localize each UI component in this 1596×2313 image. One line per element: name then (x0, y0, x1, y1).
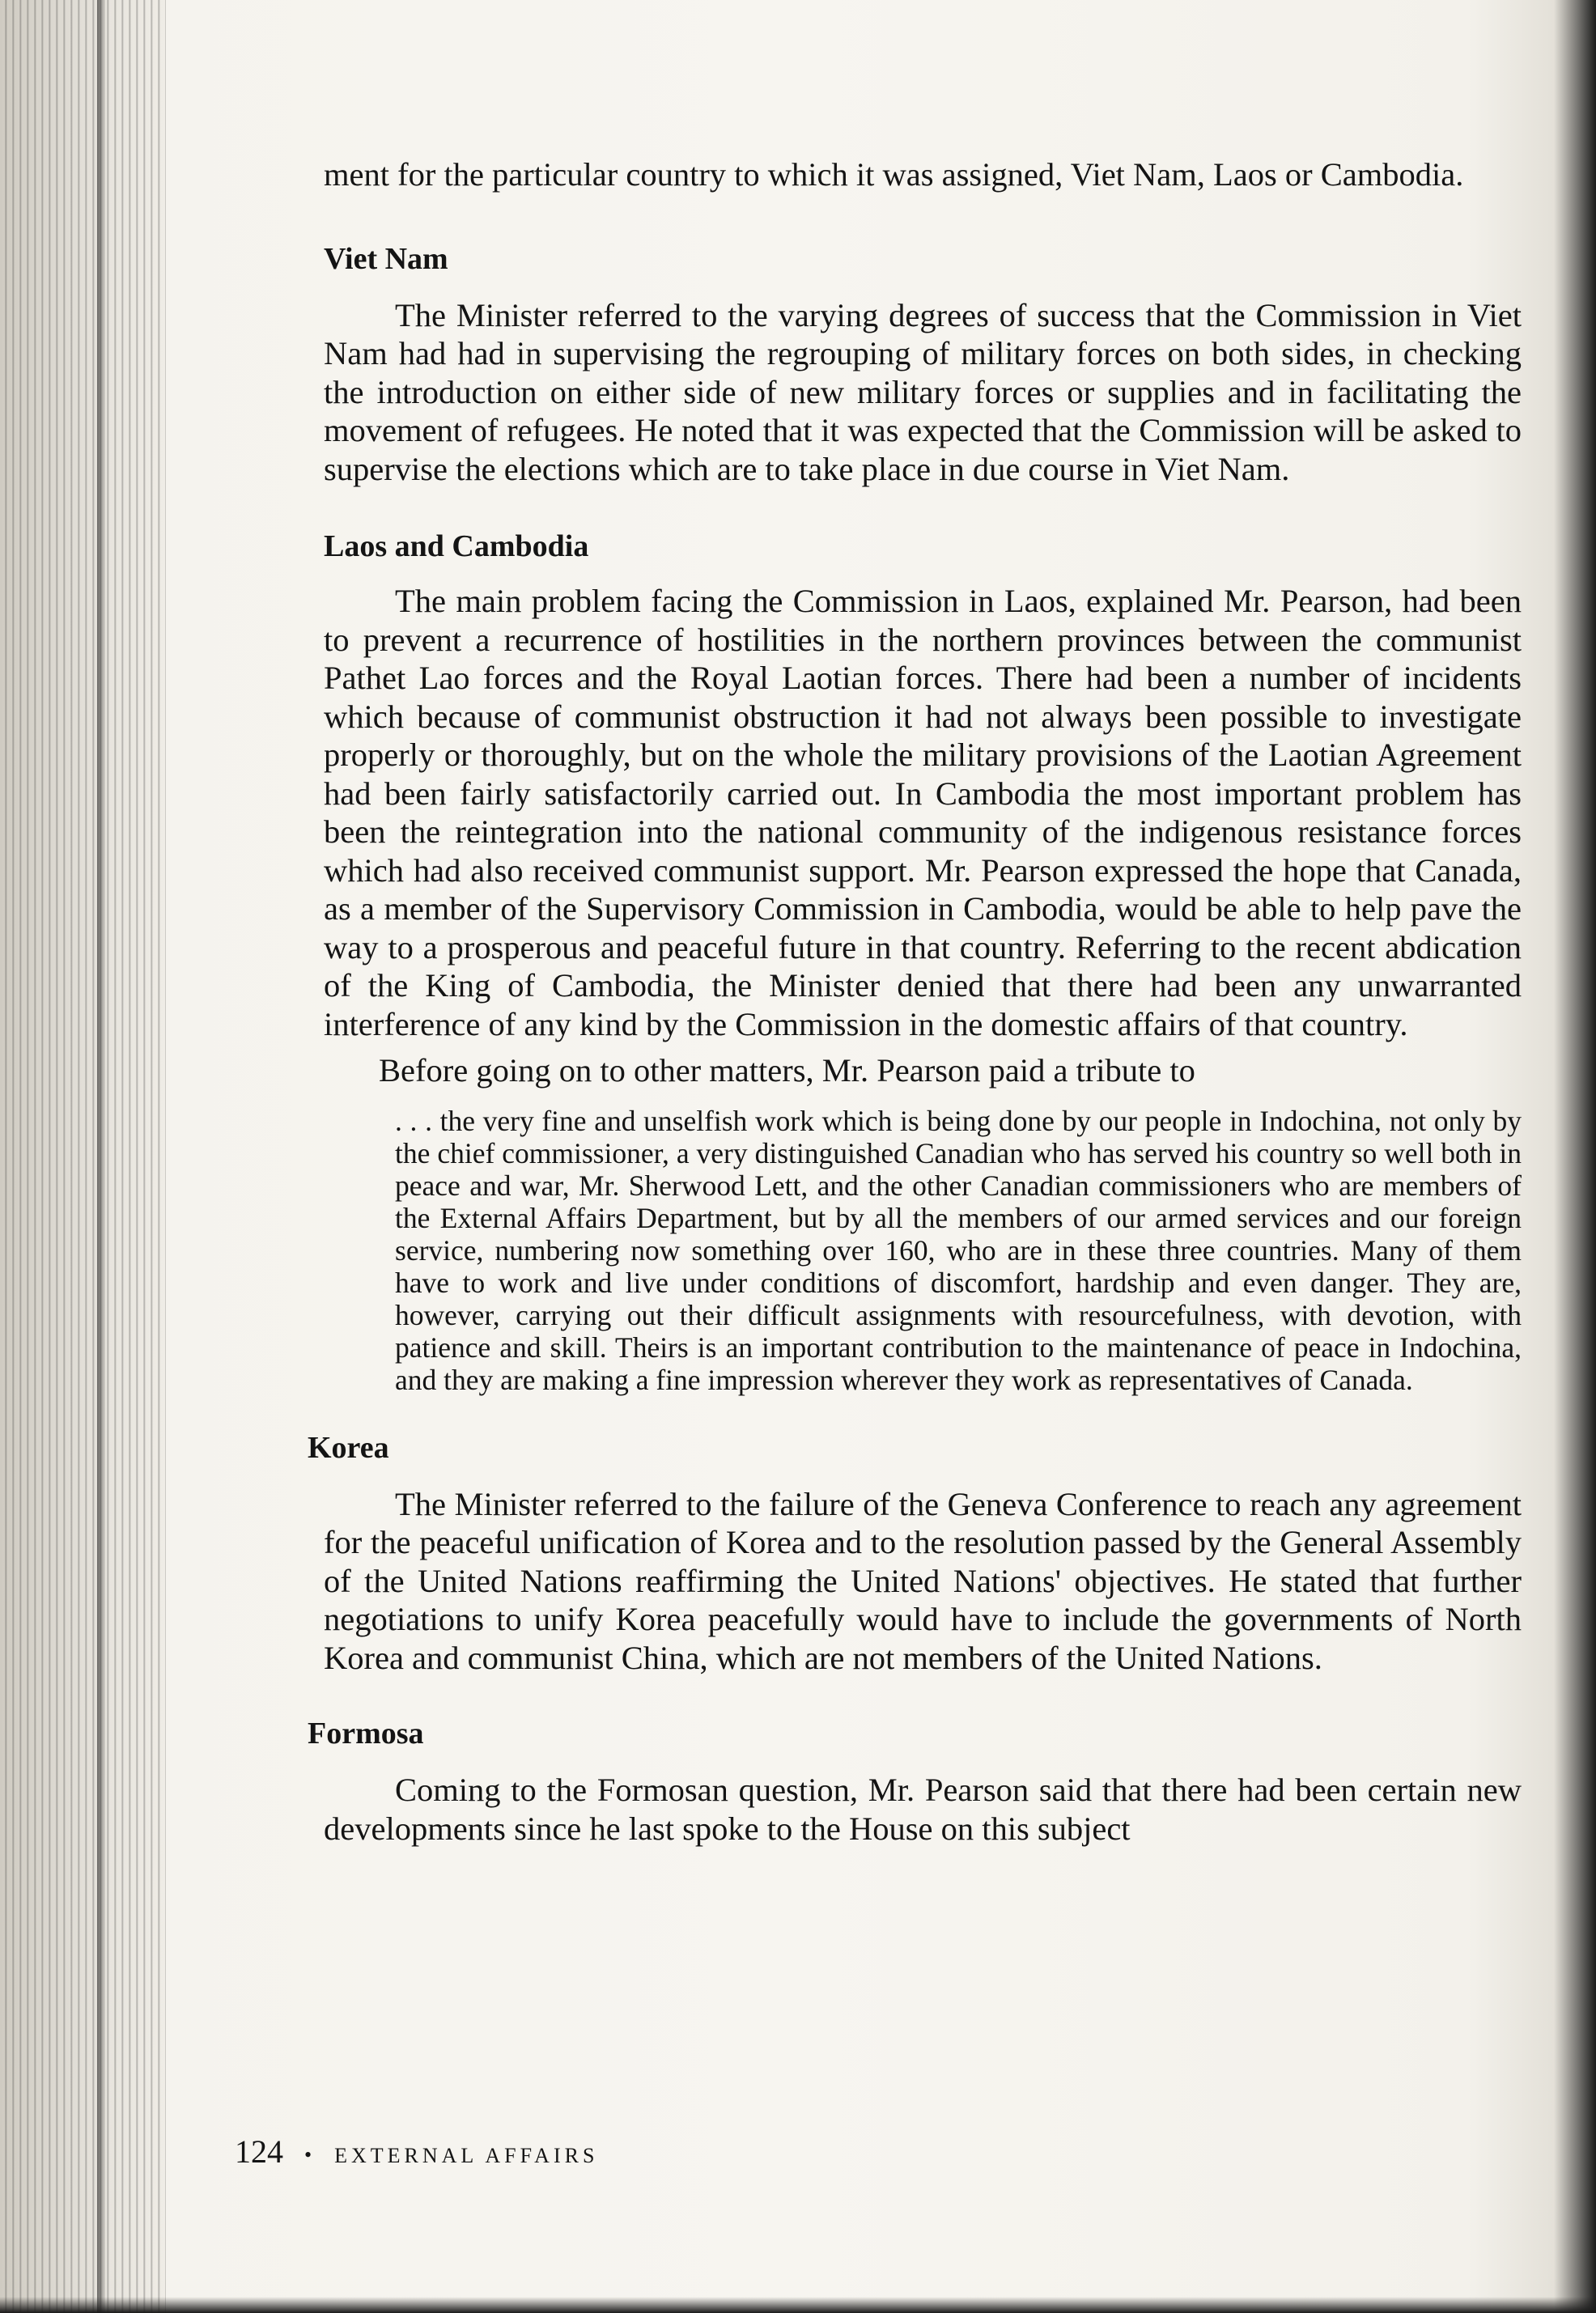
page-bottom-shadow (0, 2297, 1596, 2313)
paragraph-laos-cambodia: The main problem facing the Commission in Laos, explained Mr. Pearson, had been to prevent a recurrence of hostilities in the northern provinces between the communist Pathet Lao forces and the Royal Laotian forces. There had been a number of incidents which because of communist obstruction it had not always been possible to investigate properly or thoroughly, but on the whole the military provisions of the Laotian Agreement had been fairly satisfactorily carried out. In Cambodia the most important problem has been the reintegration into the national community of the indigenous resistance forces which had also received communist support. Mr. Pearson expressed the hope that Canada, as a member of the Supervisory Commission in Cambodia, would be able to help pave the way to a prosperous and peaceful future in that country. Referring to the recent abdication of the King of Cambodia, the Minister denied that there had been any unwarranted interference of any kind by the Commission in the domestic affairs of that country. (324, 583, 1522, 1042)
book-binding-gutter (0, 0, 166, 2313)
page-edge-shadow (1554, 0, 1596, 2313)
heading-viet-nam: Viet Nam (324, 241, 448, 276)
block-quote-tribute: . . . the very fine and unselfish work which is being done by our people in Indochina, not only by the chief commissioner, a very distinguished Canadian who has served his country so well both in peace and war, Mr. Sherwood Lett, and the other Canadian commissioners who are members of the External Affairs Department, but by all the members of our armed services and our foreign service, numbering now something over 160, who are in these three countries. Many of them have to work and live under conditions of discomfort, hardship and even danger. They are, however, carrying out their difficult assignments with resourcefulness, with devotion, with patience and skill. Theirs is an important contribution to the maintenance of peace in Indochina, and they are making a fine impression wherever they work as representatives of Canada. (395, 1104, 1522, 1396)
heading-laos-cambodia: Laos and Cambodia (324, 529, 589, 563)
paragraph-korea: The Minister referred to the failure of the Geneva Conference to reach any agreement for the peaceful unification of Korea and to the resolution passed by the General Assembly of the United Nations reaffirming the United Nations' objectives. He stated that further negotiations to unify Korea peacefully would have to include the governments of North Korea and communist China, which are not members of the United Nations. (324, 1485, 1522, 1676)
bullet-separator-icon: • (304, 2143, 312, 2167)
publication-title: EXTERNAL AFFAIRS (334, 2144, 599, 2167)
page-footer (235, 2133, 598, 2175)
paragraph-viet-nam: The Minister referred to the varying degrees of success that the Commission in Viet Nam had had in supervising the regrouping of military forces on both sides, in checking the introduction on either side of new military forces or supplies and in facilitating the movement of refugees. He noted that it was expected that the Commission will be asked to supervise the elections which are to take place in due course in Viet Nam. (324, 296, 1522, 487)
tribute-intro: Before going on to other matters, Mr. Pearson paid a tribute to (379, 1052, 1195, 1089)
paragraph-formosa: Coming to the Formosan question, Mr. Pearson said that there had been certain new developments since he last spoke to the House on this subject (324, 1772, 1522, 1847)
heading-formosa: Formosa (308, 1717, 424, 1751)
opening-fragment: ment for the particular country to which it was assigned, Viet Nam, Laos or Cambodia. (324, 156, 1464, 193)
heading-korea: Korea (308, 1430, 389, 1465)
page-number: 124 (235, 2133, 283, 2170)
article-body (308, 155, 1522, 1848)
